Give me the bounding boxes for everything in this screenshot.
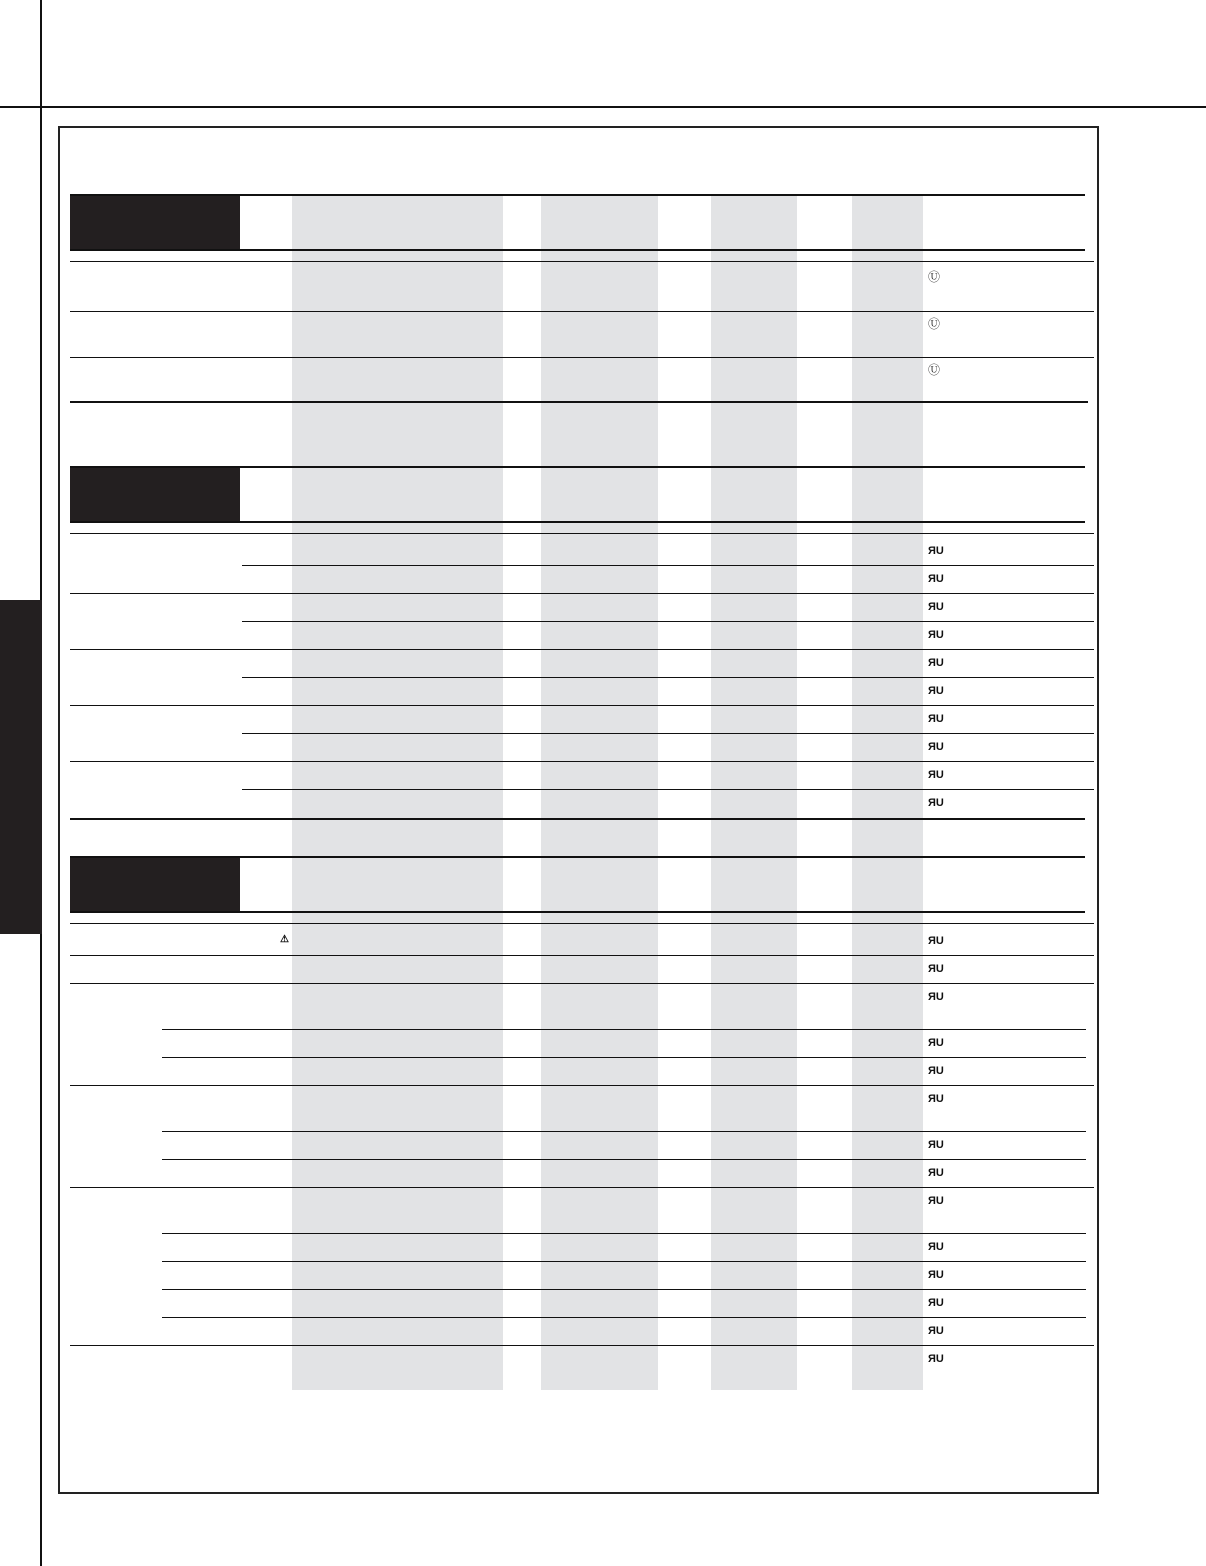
column-shade-2 (541, 194, 658, 1390)
ru-recognized-mark: ЯU (928, 601, 944, 613)
table-row-rule (70, 1345, 1094, 1346)
ru-recognized-mark: ЯU (928, 629, 944, 641)
table-row-rule (162, 1261, 1086, 1262)
table-row-rule (70, 533, 1094, 534)
ru-recognized-mark: ЯU (928, 1093, 944, 1105)
table-row-rule (162, 1233, 1086, 1234)
table-row-rule (162, 1057, 1086, 1058)
section-2-end-rule (70, 818, 1085, 820)
table-row-rule (162, 1317, 1086, 1318)
side-tab (0, 600, 42, 934)
table-row-rule (70, 705, 1094, 706)
table-row-rule (70, 923, 1094, 924)
section-1-end-rule (70, 401, 1088, 403)
section-2-header-bottom-rule (70, 521, 1085, 523)
hazard-icon: ⚠ (280, 934, 289, 945)
table-row-rule (70, 1085, 1094, 1086)
ru-recognized-mark: ЯU (928, 1139, 944, 1151)
ru-recognized-mark: ЯU (928, 1325, 944, 1337)
ru-recognized-mark: ЯU (928, 935, 944, 947)
ru-recognized-mark: ЯU (928, 991, 944, 1003)
ru-recognized-mark: ЯU (928, 1297, 944, 1309)
table-row-rule (162, 1289, 1086, 1290)
table-row-rule (70, 983, 1094, 984)
ru-recognized-mark: ЯU (928, 657, 944, 669)
ru-recognized-mark: ЯU (928, 713, 944, 725)
ru-recognized-mark: ЯU (928, 797, 944, 809)
table-row-rule (162, 1131, 1086, 1132)
ru-recognized-mark: ЯU (928, 963, 944, 975)
table-row-rule (70, 761, 1094, 762)
section-3-header-bottom-rule (70, 911, 1085, 913)
ru-recognized-mark: ЯU (928, 741, 944, 753)
section-1-header-top-rule (70, 194, 1085, 196)
ru-recognized-mark: ЯU (928, 1195, 944, 1207)
table-row-rule (70, 311, 1094, 312)
ru-recognized-mark: ЯU (928, 1269, 944, 1281)
section-2-header-top-rule (70, 466, 1085, 468)
table-row-rule (162, 1029, 1086, 1030)
table-row-rule (70, 955, 1094, 956)
ul-listed-mark: Ⓤ (928, 363, 941, 377)
page-top-rule (0, 106, 1206, 108)
column-shade-3 (711, 194, 797, 1390)
ru-recognized-mark: ЯU (928, 545, 944, 557)
column-shade-1 (292, 194, 503, 1390)
ul-listed-mark: Ⓤ (928, 270, 941, 284)
table-row-rule (70, 357, 1094, 358)
section-2-header-block (70, 466, 240, 523)
column-shade-4 (852, 194, 923, 1390)
section-1-header-block (70, 194, 240, 251)
ul-listed-mark: Ⓤ (928, 317, 941, 331)
table-row-rule (70, 1187, 1094, 1188)
table-row-rule (70, 261, 1094, 262)
ru-recognized-mark: ЯU (928, 685, 944, 697)
section-3-header-block (70, 856, 240, 913)
section-3-header-top-rule (70, 856, 1085, 858)
ru-recognized-mark: ЯU (928, 573, 944, 585)
ru-recognized-mark: ЯU (928, 1167, 944, 1179)
ru-recognized-mark: ЯU (928, 1241, 944, 1253)
ru-recognized-mark: ЯU (928, 1353, 944, 1365)
table-row-rule (242, 677, 1094, 678)
ru-recognized-mark: ЯU (928, 769, 944, 781)
table-row-rule (162, 1159, 1086, 1160)
table-row-rule (242, 789, 1094, 790)
table-row-rule (70, 593, 1094, 594)
ru-recognized-mark: ЯU (928, 1037, 944, 1049)
table-row-rule (70, 649, 1094, 650)
table-row-rule (242, 565, 1094, 566)
table-row-rule (242, 733, 1094, 734)
section-1-header-bottom-rule (70, 249, 1085, 251)
ru-recognized-mark: ЯU (928, 1065, 944, 1077)
table-row-rule (242, 621, 1094, 622)
